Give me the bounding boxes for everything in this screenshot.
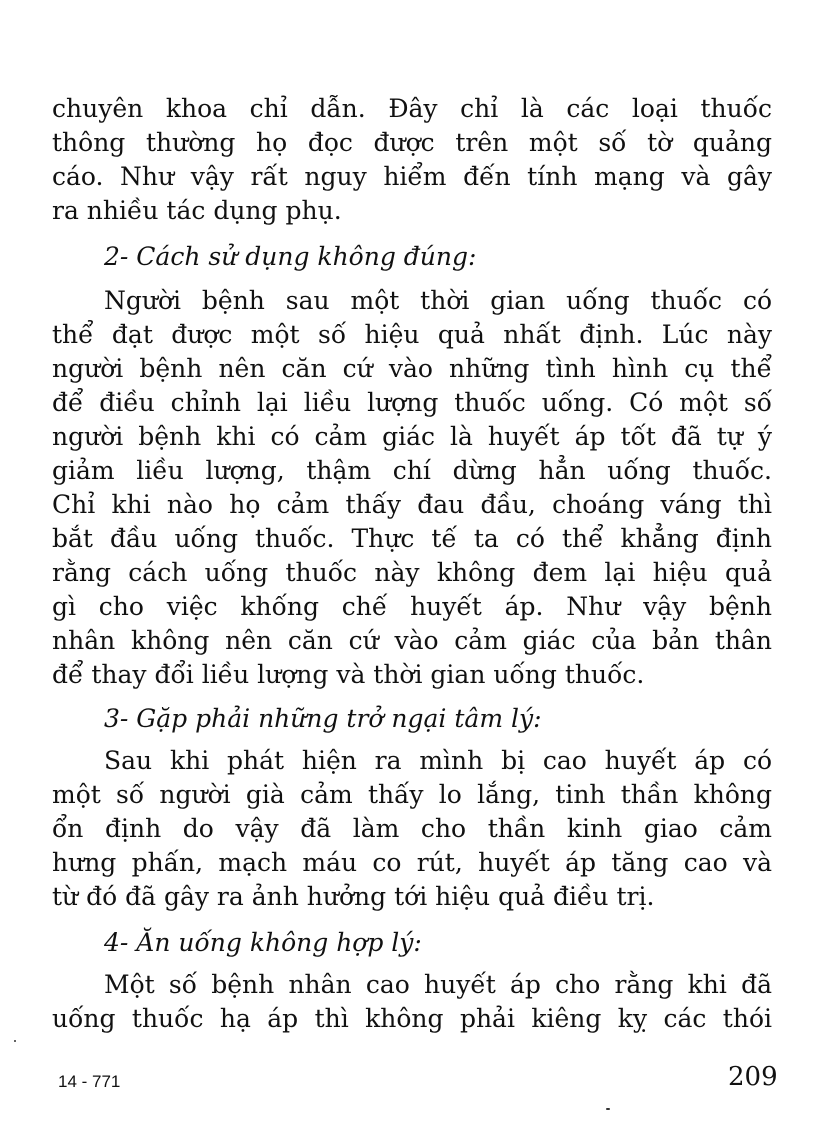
text-line: từ đó đã gây ra ảnh hưởng tới hiệu quả điều trị.: [52, 882, 655, 911]
text-line: hưng phấn, mạch máu co rút, huyết áp tăng cao và: [52, 848, 772, 877]
text-line: ra nhiều tác dụng phụ.: [52, 196, 342, 225]
text-line: nhân không nên căn cứ vào cảm giác của bản thân: [52, 626, 772, 655]
text-line: chuyên khoa chỉ dẫn. Đây chỉ là các loại thuốc: [52, 94, 772, 123]
text-line: bắt đầu uống thuốc. Thực tế ta có thể khẳng định: [52, 524, 772, 553]
section-heading: 2- Cách sử dụng không đúng:: [104, 242, 477, 271]
text-line: thể đạt được một số hiệu quả nhất định. Lúc này: [52, 320, 772, 349]
text-line: Người bệnh sau một thời gian uống thuốc có: [104, 286, 772, 315]
scan-speck: [606, 1108, 610, 1110]
text-line: gì cho việc khống chế huyết áp. Như vậy bệnh: [52, 592, 772, 621]
text-line: một số người già cảm thấy lo lắng, tinh thần không: [52, 780, 772, 809]
text-line: người bệnh nên căn cứ vào những tình hình cụ thể: [52, 354, 772, 383]
text-line: cáo. Như vậy rất nguy hiểm đến tính mạng và gây: [52, 162, 772, 191]
text-line: ổn định do vậy đã làm cho thần kinh giao cảm: [52, 814, 772, 843]
section-heading: 4- Ăn uống không hợp lý:: [104, 928, 422, 957]
section-heading: 3- Gặp phải những trở ngại tâm lý:: [104, 704, 542, 733]
text-line: giảm liều lượng, thậm chí dừng hẳn uống thuốc.: [52, 456, 772, 485]
page-number: 209: [728, 1062, 778, 1092]
scan-speck: [14, 1040, 16, 1042]
print-code: 14 - 771: [58, 1072, 121, 1091]
text-line: người bệnh khi có cảm giác là huyết áp tốt đã tự ý: [52, 422, 772, 451]
text-line: thông thường họ đọc được trên một số tờ quảng: [52, 128, 772, 157]
text-line: uống thuốc hạ áp thì không phải kiêng kỵ các thói: [52, 1004, 772, 1033]
text-line: rằng cách uống thuốc này không đem lại hiệu quả: [52, 558, 772, 587]
text-line: Một số bệnh nhân cao huyết áp cho rằng khi đã: [104, 970, 772, 999]
text-line: để điều chỉnh lại liều lượng thuốc uống. Có một số: [52, 388, 772, 417]
text-line: Sau khi phát hiện ra mình bị cao huyết áp có: [104, 746, 772, 775]
text-line: để thay đổi liều lượng và thời gian uống thuốc.: [52, 660, 645, 689]
text-line: Chỉ khi nào họ cảm thấy đau đầu, choáng váng thì: [52, 490, 772, 519]
